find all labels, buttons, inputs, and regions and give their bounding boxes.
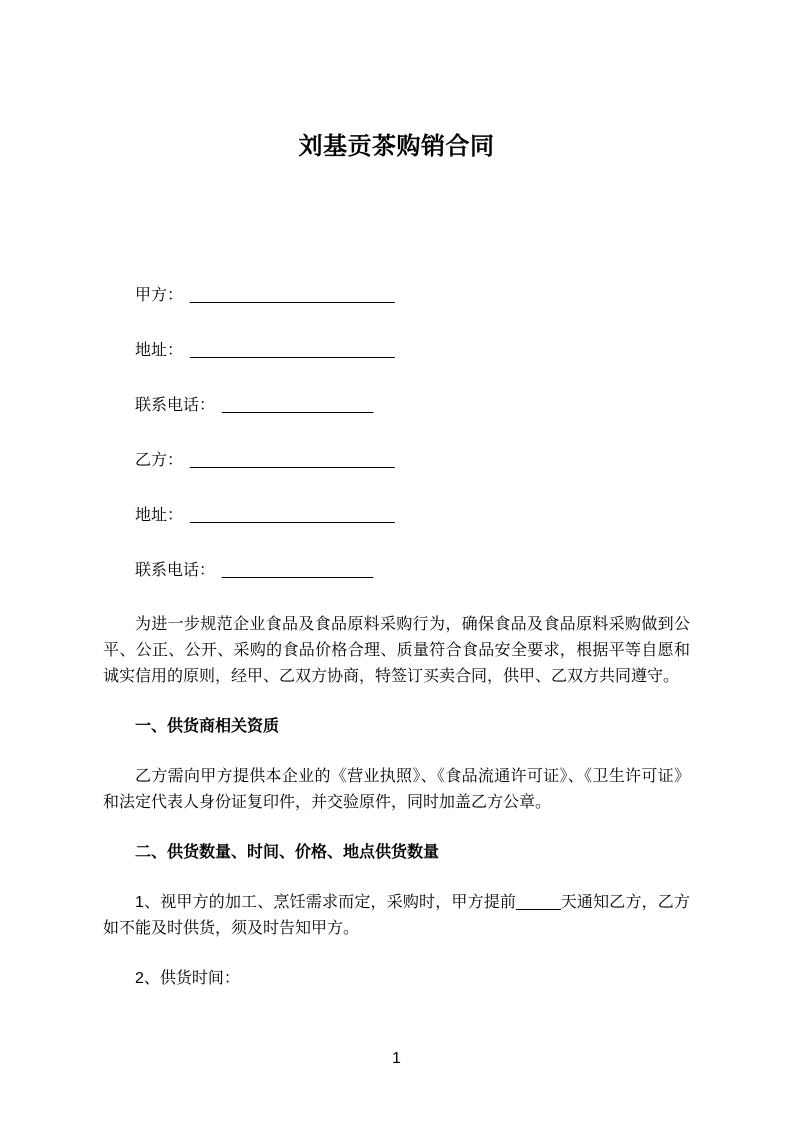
field-party-a-phone-blank-line: _________________ <box>222 397 374 414</box>
field-party-a-blank-line: _______________________ <box>190 287 395 304</box>
page-number: 1 <box>392 1050 401 1067</box>
party-info-fields <box>103 282 690 585</box>
field-party-a-address-blank-line: _______________________ <box>190 342 395 359</box>
field-party-a-phone <box>103 392 690 420</box>
field-party-b-phone <box>103 557 690 585</box>
field-party-b-address-blank-line: _______________________ <box>190 507 395 524</box>
field-party-b-address-label: 地址： <box>135 507 184 524</box>
field-party-a-address <box>103 337 690 365</box>
field-party-b-label: 乙方： <box>135 452 184 469</box>
section-2-heading: 二、供货数量、时间、价格、地点供货数量 <box>135 844 440 861</box>
field-party-a-label: 甲方： <box>135 287 184 304</box>
field-party-b-blank-line: _______________________ <box>190 452 395 469</box>
intro-paragraph: 为进一步规范企业食品及食品原料采购行为，确保食品及食品原料采购做到公平、公正、公开、采购的食品价格合理、质量符合食品安全要求，根据平等自愿和诚实信用的原则，经甲、乙双方协商，特签订买卖合同，供甲、乙双方共同遵守。 <box>103 616 690 685</box>
section-2-item-1: 1、视甲方的加工、烹饪需求而定，采购时，甲方提前_____天通知乙方，乙方如不能及时供货，须及时告知甲方。 <box>103 894 690 937</box>
section-1-paragraph: 乙方需向甲方提供本企业的《营业执照》、《食品流通许可证》、《卫生许可证》和法定代表人身份证复印件，并交验原件，同时加盖乙方公章。 <box>103 768 690 811</box>
field-party-b <box>103 447 690 475</box>
field-party-a-address-label: 地址： <box>135 342 184 359</box>
document-title: 刘基贡茶购销合同 <box>298 133 495 160</box>
section-1-heading: 一、供货商相关资质 <box>135 718 280 735</box>
field-party-b-address <box>103 502 690 530</box>
field-party-b-phone-blank-line: _________________ <box>222 562 374 579</box>
section-2-item-2: 2、供货时间： <box>135 970 240 987</box>
field-party-b-phone-label: 联系电话： <box>135 562 216 579</box>
field-party-a-phone-label: 联系电话： <box>135 397 216 414</box>
field-party-a <box>103 282 690 310</box>
